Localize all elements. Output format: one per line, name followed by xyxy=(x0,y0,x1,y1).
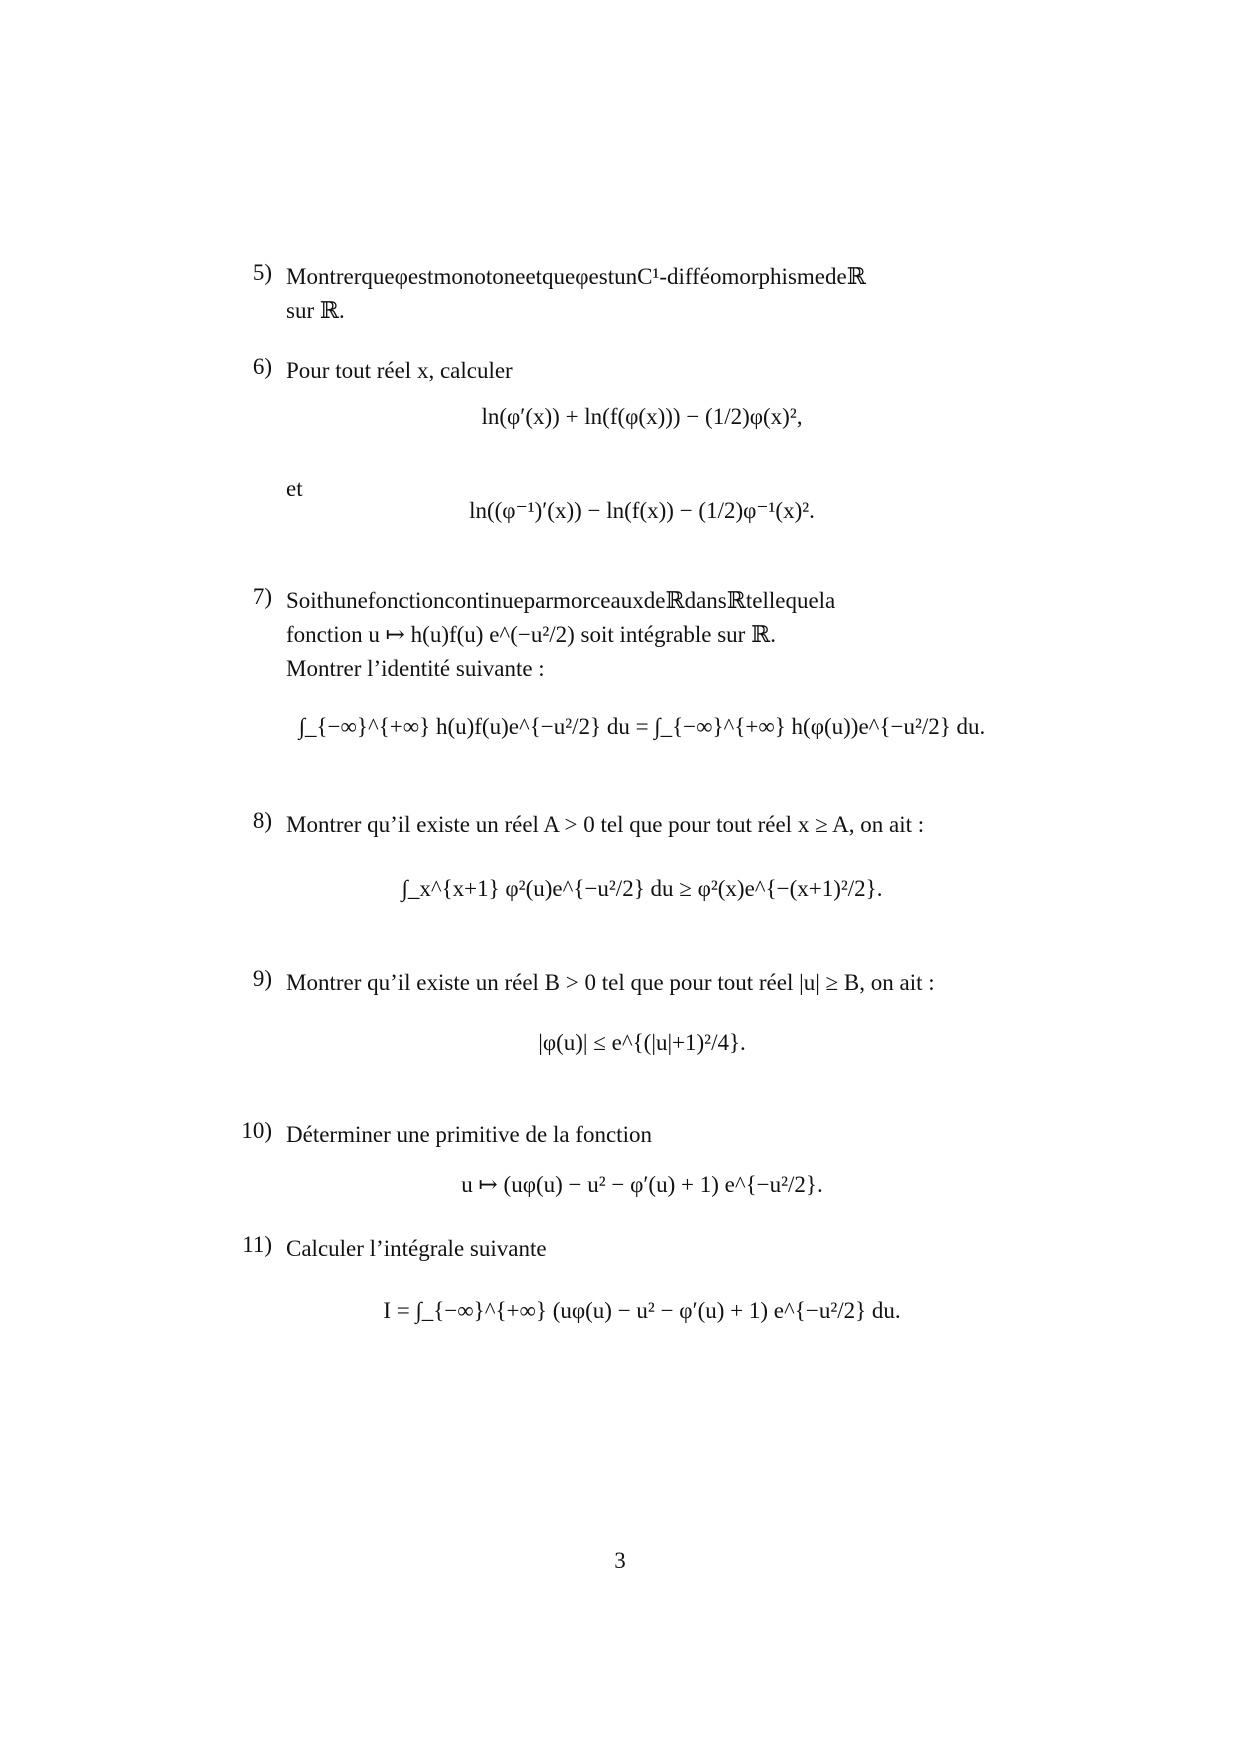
word: de xyxy=(643,588,666,613)
question-line: Calculer l’intégrale suivante xyxy=(286,1236,547,1261)
question-line xyxy=(286,584,998,618)
word: C¹-difféomorphisme xyxy=(637,264,825,289)
question-line: Montrer qu’il existe un réel B > 0 tel que pour tout réel |u| ≥ B, on ait : xyxy=(286,970,935,995)
word: continue xyxy=(444,588,524,613)
word: est xyxy=(407,264,434,289)
word: morceaux xyxy=(553,588,644,613)
question-line: Déterminer une primitive de la fonction xyxy=(286,1122,652,1147)
word: ℝ xyxy=(846,264,866,289)
word: Montrer xyxy=(286,264,362,289)
word: que xyxy=(785,588,819,613)
question-number: 5) xyxy=(252,260,272,285)
word: ℝ xyxy=(665,588,685,613)
page-number: 3 xyxy=(614,1548,626,1573)
question-line: Montrer l’identité suivante : xyxy=(286,656,545,681)
question-line: sur ℝ. xyxy=(286,298,345,323)
word: une xyxy=(334,588,368,613)
question-text xyxy=(286,584,998,686)
word: ℝ xyxy=(726,588,746,613)
word: est xyxy=(588,264,615,289)
equation-7: ∫_{−∞}^{+∞} h(u)f(u)e^{−u²/2} du = ∫_{−∞}^{+∞} h(φ(u))e^{−u²/2} du. xyxy=(298,714,986,739)
word: telle xyxy=(745,588,786,613)
word: φ xyxy=(394,264,408,289)
equation-11: I = ∫_{−∞}^{+∞} (uφ(u) − u² − φ′(u) + 1) e^{−u²/2} du. xyxy=(383,1298,901,1323)
equation-6a: ln(φ′(x)) + ln(f(φ(x))) − (1/2)φ(x)², xyxy=(481,404,803,429)
question-line: Pour tout réel x, calculer xyxy=(286,358,513,383)
question-text xyxy=(286,1118,998,1152)
question-number: 9) xyxy=(252,966,272,991)
question-number: 10) xyxy=(241,1118,272,1143)
word: fonction xyxy=(367,588,445,613)
equation-10: u ↦ (uφ(u) − u² − φ′(u) + 1) e^{−u²/2}. xyxy=(461,1172,823,1197)
question-number: 6) xyxy=(252,354,272,379)
question-text xyxy=(286,808,998,842)
word: que xyxy=(542,264,576,289)
question-text xyxy=(286,1232,998,1266)
question-number: 11) xyxy=(242,1232,272,1257)
question-line: Montrer qu’il existe un réel A > 0 tel que pour tout réel x ≥ A, on ait : xyxy=(286,812,925,837)
word: de xyxy=(825,264,847,289)
question-text xyxy=(286,966,998,1000)
question-text xyxy=(286,260,998,328)
equation-9: |φ(u)| ≤ e^{(|u|+1)²/4}. xyxy=(538,1030,746,1055)
word: par xyxy=(523,588,554,613)
question-text xyxy=(286,354,998,388)
question-line: fonction u ↦ h(u)f(u) e^(−u²/2) soit intégrable sur ℝ. xyxy=(286,622,776,647)
equation-6b: ln((φ⁻¹)′(x)) − ln(f(x)) − (1/2)φ⁻¹(x)². xyxy=(469,498,815,523)
question-number: 8) xyxy=(252,808,272,833)
word: h xyxy=(323,588,335,613)
connector-text: et xyxy=(286,476,303,501)
word: que xyxy=(361,264,395,289)
equation-8: ∫_x^{x+1} φ²(u)e^{−u²/2} du ≥ φ²(x)e^{−(x+1)²/2}. xyxy=(401,876,883,901)
word: la xyxy=(818,588,836,613)
word: φ xyxy=(575,264,589,289)
word: un xyxy=(614,264,638,289)
word: monotone xyxy=(433,264,526,289)
word: Soit xyxy=(286,588,324,613)
question-line xyxy=(286,260,998,294)
word: et xyxy=(525,264,543,289)
word: dans xyxy=(684,588,727,613)
question-number: 7) xyxy=(252,584,272,609)
